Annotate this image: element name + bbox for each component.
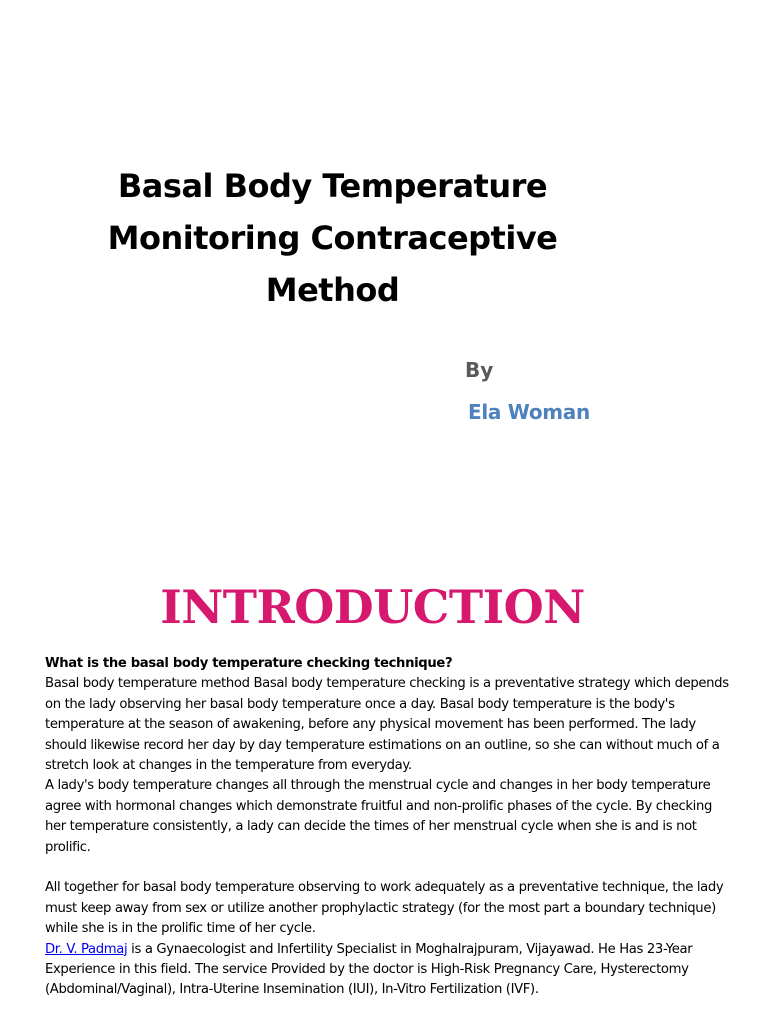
title-line-3: Method — [265, 271, 400, 309]
paragraph-spacer — [45, 858, 735, 878]
intro-paragraph-3: All together for basal body temperature observing to work adequately as a preventative technique, the lady must keep away from sex or utilize another prophylactic strategy (for the most part a boundary technique) while she is in the prolific time of her cycle. — [45, 880, 724, 937]
author-name: Ela Woman — [468, 400, 590, 424]
introduction-body — [45, 654, 735, 1001]
introduction-heading: INTRODUCTION — [160, 580, 585, 634]
title-line-2: Monitoring Contraceptive — [107, 219, 558, 257]
intro-paragraph-2: A lady's body temperature changes all through the menstrual cycle and changes in her body temperature agree with hormonal changes which demonstrate fruitful and non-prolific phases of the cycle. By checking her temperature consistently, a lady can decide the times of her menstrual cycle when she is and is not prolific. — [45, 778, 712, 855]
by-label: By — [465, 358, 494, 382]
doctor-paragraph — [45, 940, 735, 1001]
page-title — [60, 160, 605, 316]
intro-paragraph-1: Basal body temperature method Basal body temperature checking is a preventative strategy which depends on the lady observing her basal body temperature once a day. Basal body temperature is the body's temperature at the season of awakening, before any physical movement has been performed. The lady should likewise record her day by day temperature estimations on an outline, so she can without much of a stretch look at changes in the temperature from everyday. — [45, 676, 729, 774]
doctor-link[interactable]: Dr. V. Padmaj — [45, 941, 128, 957]
title-line-1: Basal Body Temperature — [117, 167, 548, 205]
intro-question: What is the basal body temperature checking technique? — [45, 656, 453, 671]
doctor-description: is a Gynaecologist and Infertility Specialist in Moghalrajpuram, Vijayawad. He Has 23-Year Experience in this field. The service Provided by the doctor is High-Risk Pregnancy Care, Hysterectomy (Abdominal/Vaginal), Intra-Uterine Insemination (IUI), In-Vitro Fertilization (IVF). — [45, 941, 693, 998]
